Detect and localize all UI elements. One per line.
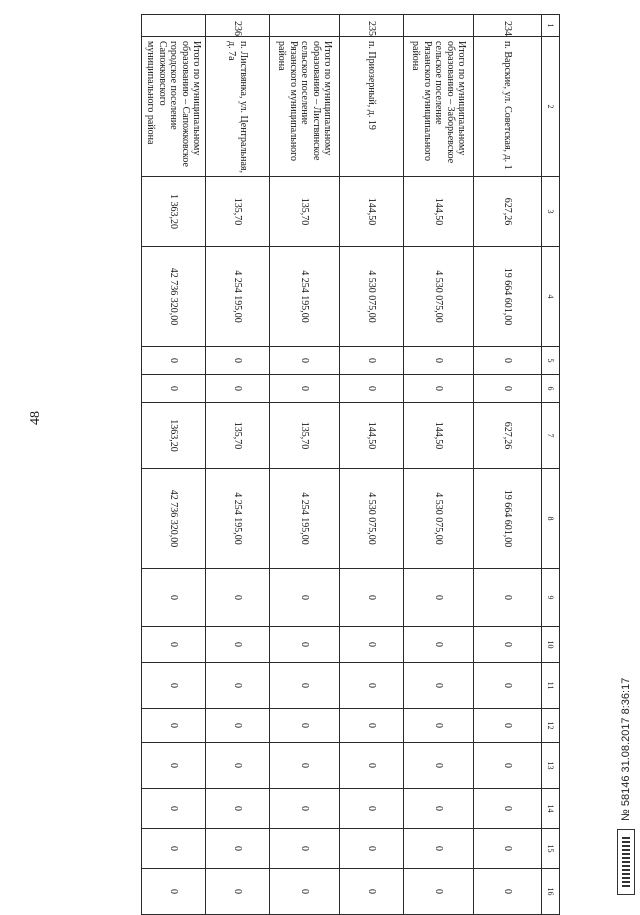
value-cell-c10: 0 [474,627,542,663]
column-number-cell: 16 [542,869,560,915]
value-cell-c5: 0 [206,347,270,375]
value-cell-c13: 0 [404,743,474,789]
value-cell-c14: 0 [474,789,542,829]
value-cell-c7: 135,70 [206,403,270,469]
column-number-row [542,15,560,915]
row-number-cell: 236 [206,15,270,37]
value-cell-c9: 0 [270,569,340,627]
value-cell-c3: 144,50 [340,177,404,247]
address-cell [142,37,206,177]
register-table-rotated [145,14,560,914]
address-text: Итого по муниципальному образованию – Заборьевское сельское поселение Рязанского муниципального района [410,41,468,164]
value-cell-c5: 0 [340,347,404,375]
value-cell-c3: 144,50 [404,177,474,247]
row-number-cell [270,15,340,37]
value-cell-c10: 0 [404,627,474,663]
value-cell-c6: 0 [404,375,474,403]
value-cell-c15: 0 [206,829,270,869]
value-cell-c8: 42 736 320,00 [142,469,206,569]
value-cell-c4: 19 664 601,00 [474,247,542,347]
value-cell-c7: 135,70 [270,403,340,469]
value-cell-c3: 135,70 [206,177,270,247]
column-number-cell: 3 [542,177,560,247]
registry-stamp-logo-icon [617,829,635,895]
value-cell-c9: 0 [404,569,474,627]
value-cell-c14: 0 [270,789,340,829]
value-cell-c8: 4 530 075,00 [404,469,474,569]
value-cell-c4: 4 530 075,00 [404,247,474,347]
address-cell [404,37,474,177]
value-cell-c11: 0 [270,663,340,709]
value-cell-c12: 0 [142,709,206,743]
address-text: п. Листвянка, ул. Центральная, д. 7а [226,41,249,174]
value-cell-c9: 0 [474,569,542,627]
column-number-cell: 4 [542,247,560,347]
address-cell [340,37,404,177]
value-cell-c3: 627,26 [474,177,542,247]
value-cell-c6: 0 [270,375,340,403]
value-cell-c5: 0 [142,347,206,375]
document-footer [596,575,632,895]
value-cell-c12: 0 [474,709,542,743]
value-cell-c13: 0 [142,743,206,789]
table-row [340,15,404,915]
table-row [270,15,340,915]
value-cell-c4: 4 254 195,00 [206,247,270,347]
value-cell-c13: 0 [206,743,270,789]
value-cell-c6: 0 [206,375,270,403]
table-row [404,15,474,915]
value-cell-c15: 0 [340,829,404,869]
value-cell-c3: 135,70 [270,177,340,247]
value-cell-c5: 0 [474,347,542,375]
value-cell-c16: 0 [206,869,270,915]
value-cell-c9: 0 [206,569,270,627]
table-row [142,15,206,915]
address-text: п. Приозерный, д. 19 [366,41,378,130]
column-number-cell: 1 [542,15,560,37]
address-cell [474,37,542,177]
value-cell-c8: 4 530 075,00 [340,469,404,569]
value-cell-c12: 0 [206,709,270,743]
column-number-cell: 9 [542,569,560,627]
value-cell-c8: 19 664 601,00 [474,469,542,569]
value-cell-c12: 0 [340,709,404,743]
register-table [141,14,560,915]
column-number-cell: 11 [542,663,560,709]
value-cell-c15: 0 [270,829,340,869]
value-cell-c7: 144,50 [340,403,404,469]
column-number-cell: 7 [542,403,560,469]
value-cell-c7: 144,50 [404,403,474,469]
address-cell [206,37,270,177]
value-cell-c11: 0 [142,663,206,709]
column-number-cell: 2 [542,37,560,177]
value-cell-c3: 1 363,20 [142,177,206,247]
column-number-cell: 10 [542,627,560,663]
value-cell-c15: 0 [142,829,206,869]
value-cell-c11: 0 [340,663,404,709]
value-cell-c10: 0 [142,627,206,663]
value-cell-c14: 0 [340,789,404,829]
address-text: Итого по муниципальному образованию – Сапожковское городское поселение Сапожковского муниципального района [145,41,203,167]
value-cell-c13: 0 [270,743,340,789]
value-cell-c9: 0 [340,569,404,627]
value-cell-c11: 0 [404,663,474,709]
address-text: п. Варские, ул. Советская, д. 1 [502,41,514,170]
table-row [206,15,270,915]
value-cell-c8: 4 254 195,00 [206,469,270,569]
value-cell-c10: 0 [206,627,270,663]
value-cell-c14: 0 [206,789,270,829]
column-number-cell: 12 [542,709,560,743]
column-number-cell: 6 [542,375,560,403]
column-number-cell: 5 [542,347,560,375]
value-cell-c15: 0 [404,829,474,869]
value-cell-c4: 4 530 075,00 [340,247,404,347]
value-cell-c8: 4 254 195,00 [270,469,340,569]
value-cell-c16: 0 [340,869,404,915]
value-cell-c6: 0 [142,375,206,403]
value-cell-c4: 42 736 320,00 [142,247,206,347]
value-cell-c5: 0 [404,347,474,375]
value-cell-c16: 0 [404,869,474,915]
row-number-cell: 235 [340,15,404,37]
column-number-cell: 14 [542,789,560,829]
value-cell-c7: 1363,20 [142,403,206,469]
value-cell-c16: 0 [474,869,542,915]
value-cell-c13: 0 [474,743,542,789]
row-number-cell [142,15,206,37]
row-number-cell [404,15,474,37]
value-cell-c4: 4 254 195,00 [270,247,340,347]
value-cell-c11: 0 [474,663,542,709]
column-number-cell: 15 [542,829,560,869]
value-cell-c10: 0 [340,627,404,663]
page-number: 48 [28,411,43,425]
document-stamp-text: № 58146 31.08.2017 8:36:17 [620,677,632,821]
value-cell-c5: 0 [270,347,340,375]
column-number-cell: 13 [542,743,560,789]
value-cell-c12: 0 [270,709,340,743]
value-cell-c15: 0 [474,829,542,869]
value-cell-c14: 0 [404,789,474,829]
value-cell-c13: 0 [340,743,404,789]
value-cell-c10: 0 [270,627,340,663]
address-cell [270,37,340,177]
column-number-cell: 8 [542,469,560,569]
value-cell-c16: 0 [142,869,206,915]
value-cell-c14: 0 [142,789,206,829]
row-number-cell: 234 [474,15,542,37]
value-cell-c7: 627,26 [474,403,542,469]
value-cell-c12: 0 [404,709,474,743]
value-cell-c16: 0 [270,869,340,915]
value-cell-c11: 0 [206,663,270,709]
value-cell-c9: 0 [142,569,206,627]
table-row [474,15,542,915]
value-cell-c6: 0 [340,375,404,403]
address-text: Итого по муниципальному образованию – Листвянское сельское поселение Рязанского муниципального района [276,41,334,162]
value-cell-c6: 0 [474,375,542,403]
